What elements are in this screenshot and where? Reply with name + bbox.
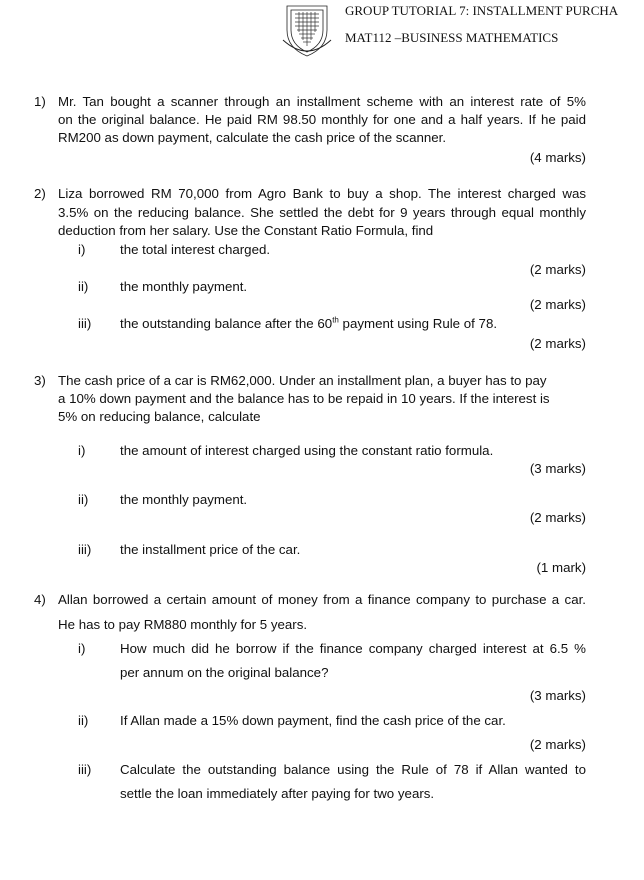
question-text-line: a 10% down payment and the balance has to be repaid in 10 years. If the interest is (58, 391, 550, 406)
marks-label: (3 marks) (529, 688, 586, 703)
marks-label: (1 mark) (536, 560, 586, 575)
part-text: per annum on the original balance? (120, 665, 329, 680)
part-label: ii) (78, 279, 89, 294)
part-label: i) (78, 443, 86, 458)
question-text-line: 5% on reducing balance, calculate (58, 409, 261, 424)
part-text: settle the loan immediately after paying for two years. (120, 786, 435, 801)
marks-label: (2 marks) (529, 510, 586, 525)
part-label: iii) (78, 762, 92, 777)
part-text: If Allan made a 15% down payment, find the cash price of the car. (120, 713, 506, 728)
ordinal-superscript: th (332, 315, 339, 325)
question-text-line: He has to pay RM880 monthly for 5 years. (58, 617, 308, 632)
question-text-line: Liza borrowed RM 70,000 from Agro Bank to buy a shop. The interest charged was (58, 186, 586, 201)
marks-label: (4 marks) (529, 150, 586, 165)
part-label: i) (78, 641, 86, 656)
part-label: iii) (78, 316, 92, 331)
part-text: the installment price of the car. (120, 542, 301, 557)
question-number: 2) (34, 186, 46, 201)
part-text: Calculate the outstanding balance using the Rule of 78 if Allan wanted to (120, 762, 586, 777)
part-label: ii) (78, 713, 89, 728)
document-title: GROUP TUTORIAL 7: INSTALLMENT PURCHA (345, 3, 619, 18)
question-text-line: Mr. Tan bought a scanner through an installment scheme with an interest rate of 5% (58, 94, 586, 109)
marks-label: (2 marks) (529, 737, 586, 752)
part-text: the monthly payment. (120, 492, 248, 507)
question-text-line: Allan borrowed a certain amount of money from a finance company to purchase a car. (58, 592, 586, 607)
marks-label: (2 marks) (529, 336, 586, 351)
question-number: 3) (34, 373, 46, 388)
question-number: 4) (34, 592, 46, 607)
part-label: iii) (78, 542, 92, 557)
part-text: the monthly payment. (120, 279, 248, 294)
part-text: How much did he borrow if the finance company charged interest at 6.5 % (120, 641, 586, 656)
part-text-after: payment using Rule of 78. (338, 316, 498, 331)
part-label: i) (78, 242, 86, 257)
part-text (120, 316, 586, 332)
marks-label: (3 marks) (529, 461, 586, 476)
part-text: the amount of interest charged using the constant ratio formula. (120, 443, 494, 458)
question-text-line: 3.5% on the reducing balance. She settled the debt for 9 years through equal monthly (58, 205, 586, 220)
question-text-line: on the original balance. He paid RM 98.50 monthly for one and a half years. If he paid (58, 112, 586, 127)
university-crest-logo (281, 0, 333, 58)
question-text-line: RM200 as down payment, calculate the cash price of the scanner. (58, 130, 447, 145)
marks-label: (2 marks) (529, 297, 586, 312)
question-text-line: The cash price of a car is RM62,000. Under an installment plan, a buyer has to pay (58, 373, 547, 388)
part-text: the total interest charged. (120, 242, 271, 257)
question-text-line: deduction from her salary. Use the Constant Ratio Formula, find (58, 223, 434, 238)
course-title: MAT112 –BUSINESS MATHEMATICS (345, 30, 559, 45)
part-label: ii) (78, 492, 89, 507)
marks-label: (2 marks) (529, 262, 586, 277)
part-text-before: the outstanding balance after the 60 (120, 316, 333, 331)
question-number: 1) (34, 94, 46, 109)
